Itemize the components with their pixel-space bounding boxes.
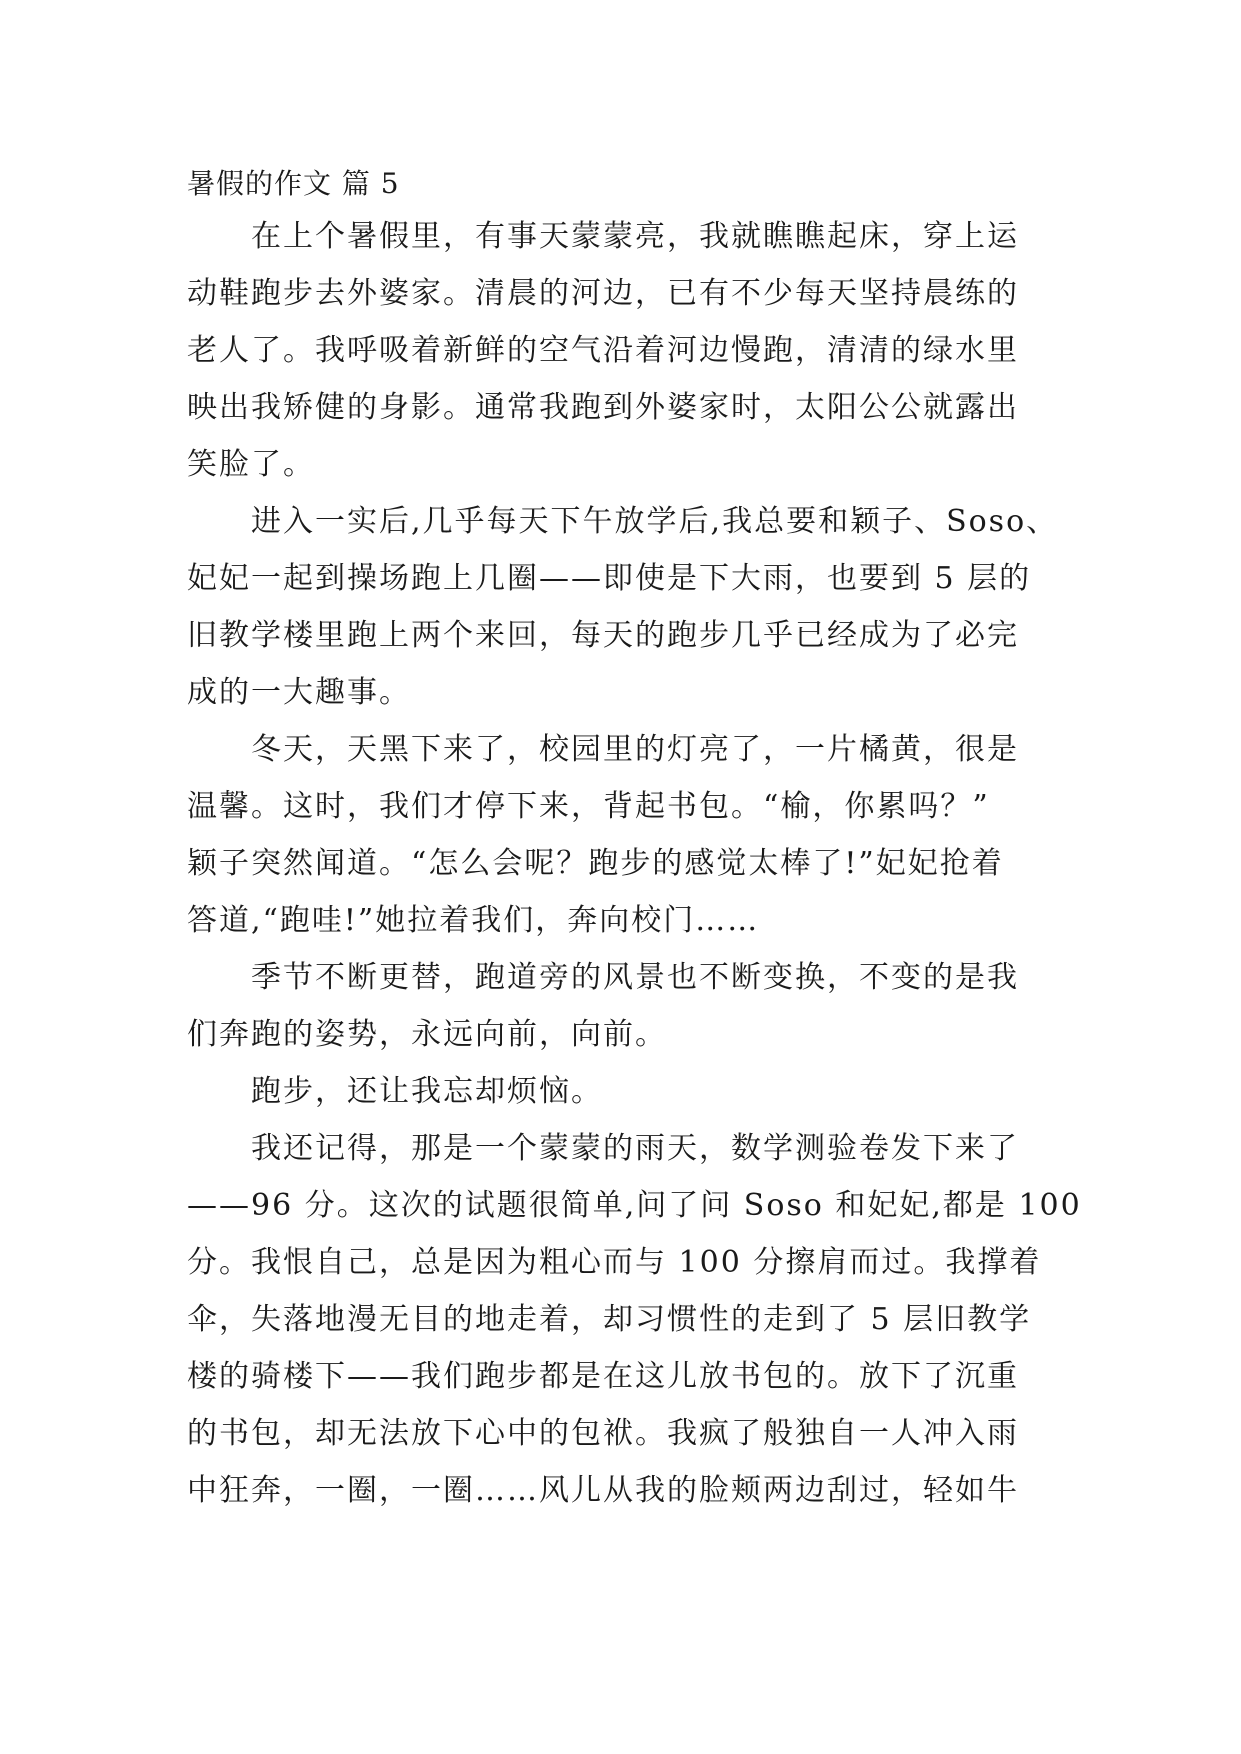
text-line: 冬天，天黑下来了，校园里的灯亮了，一片橘黄，很是 <box>251 732 1019 767</box>
document-title: 暑假的作文 篇 5 <box>187 167 400 200</box>
text-line: 中狂奔，一圈，一圈……风儿从我的脸颊两边刮过，轻如牛 <box>187 1473 1019 1508</box>
text-line: 旧教学楼里跑上两个来回，每天的跑步几乎已经成为了必完 <box>187 618 1019 653</box>
text-line: 笑脸了。 <box>187 447 315 482</box>
text-line: 在上个暑假里，有事天蒙蒙亮，我就瞧瞧起床，穿上运 <box>251 219 1019 254</box>
paragraph <box>187 1120 1082 1519</box>
paragraph <box>187 493 1065 721</box>
text-line: 动鞋跑步去外婆家。清晨的河边，已有不少每天坚持晨练的 <box>187 276 1019 311</box>
text-line: 映出我矫健的身影。通常我跑到外婆家时，太阳公公就露出 <box>187 390 1019 425</box>
text-line: 妃妃一起到操场跑上几圈——即使是下大雨，也要到 5 层的 <box>187 561 1032 596</box>
text-line: 季节不断更替，跑道旁的风景也不断变换，不变的是我 <box>251 960 1019 995</box>
text-line: 伞，失落地漫无目的地走着，却习惯性的走到了 5 层旧教学 <box>187 1302 1032 1337</box>
paragraph <box>187 721 1065 949</box>
text-line: 成的一大趣事。 <box>187 675 411 710</box>
text-line: 们奔跑的姿势，永远向前，向前。 <box>187 1017 667 1052</box>
paragraph <box>187 949 1065 1063</box>
text-line: 答道,“跑哇!”她拉着我们，奔向校门…… <box>187 903 760 938</box>
text-line: 颖子突然闻道。“怎么会呢？跑步的感觉太棒了!”妃妃抢着 <box>187 846 1004 881</box>
text-line: 分。我恨自己，总是因为粗心而与 100 分擦肩而过。我撑着 <box>187 1245 1042 1280</box>
text-line: 老人了。我呼吸着新鲜的空气沿着河边慢跑，清清的绿水里 <box>187 333 1019 368</box>
text-line: 跑步，还让我忘却烦恼。 <box>251 1074 603 1109</box>
text-line: 的书包，却无法放下心中的包袱。我疯了般独自一人冲入雨 <box>187 1416 1019 1451</box>
text-line: ——96 分。这次的试题很简单,问了问 Soso 和妃妃,都是 100 <box>187 1188 1082 1223</box>
paragraph <box>187 1063 1065 1120</box>
text-line: 楼的骑楼下——我们跑步都是在这儿放书包的。放下了沉重 <box>187 1359 1019 1394</box>
text-line: 我还记得，那是一个蒙蒙的雨天，数学测验卷发下来了 <box>251 1131 1019 1166</box>
document-body <box>187 160 1082 1519</box>
paragraph <box>187 208 1065 493</box>
text-line: 温馨。这时，我们才停下来，背起书包。“榆，你累吗？” <box>187 789 990 824</box>
text-line: 进入一实后,几乎每天下午放学后,我总要和颖子、Soso、 <box>251 504 1059 539</box>
